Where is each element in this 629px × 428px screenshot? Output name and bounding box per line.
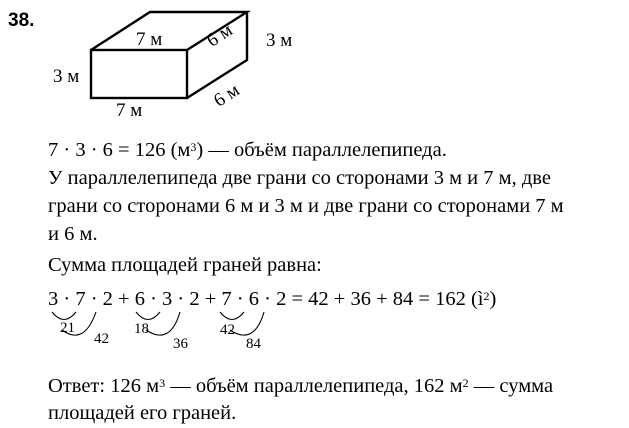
volume-expr: 7 · 3 · 6 = 126 (м [48, 139, 191, 161]
arc-3-7 [52, 312, 76, 320]
partial-42: 42 [94, 331, 109, 347]
label-bottom-length: 7 м [116, 100, 143, 121]
answer-exponent-1: 3 [159, 376, 166, 390]
partial-36: 36 [173, 336, 188, 352]
label-right-height: 3 м [266, 30, 293, 51]
formula-exponent: 2 [483, 289, 490, 303]
arc-42-2 [230, 312, 264, 335]
answer-line-2: площадей его граней. [48, 402, 237, 424]
formula-line [48, 287, 496, 311]
label-top-depth: 6 м [203, 19, 237, 52]
paragraph-line-2: грани со сторонами 6 м и 3 м и две грани со сторонами 7 м [48, 195, 564, 217]
volume-line [48, 138, 447, 162]
formula-close: ) [489, 288, 497, 310]
formula-expr: 3 · 7 · 2 + 6 · 3 · 2 + 7 · 6 · 2 = 42 + 36 + 84 = 162 (ì [48, 288, 484, 310]
partial-21: 21 [60, 320, 75, 336]
answer-line-1 [48, 374, 553, 398]
sum-heading: Сумма площадей граней равна: [48, 254, 322, 276]
answer-suffix: — сумма [468, 375, 554, 397]
paragraph-line-1: У параллелепипеда две грани со сторонами 3 м и 7 м, две [48, 167, 551, 189]
answer-prefix: Ответ: 126 м [48, 375, 160, 397]
arc-18-2 [146, 312, 180, 335]
volume-exponent: 3 [190, 140, 197, 154]
volume-rest: ) — объём параллелепипеда. [196, 139, 447, 161]
problem-number: 38. [8, 10, 35, 31]
label-left-height: 3 м [53, 66, 80, 87]
answer-exponent-2: 2 [462, 376, 469, 390]
label-top-length: 7 м [136, 29, 163, 50]
arc-7-6 [220, 312, 244, 320]
front-face [91, 50, 187, 98]
arc-6-3 [136, 312, 160, 320]
paragraph-line-3: и 6 м. [48, 223, 98, 245]
partial-18: 18 [134, 321, 149, 337]
label-side-depth: 6 м [210, 79, 244, 112]
answer-middle: — объём параллелепипеда, 162 м [165, 375, 463, 397]
partial-84: 84 [246, 336, 261, 352]
partial-42b: 42 [220, 322, 235, 338]
